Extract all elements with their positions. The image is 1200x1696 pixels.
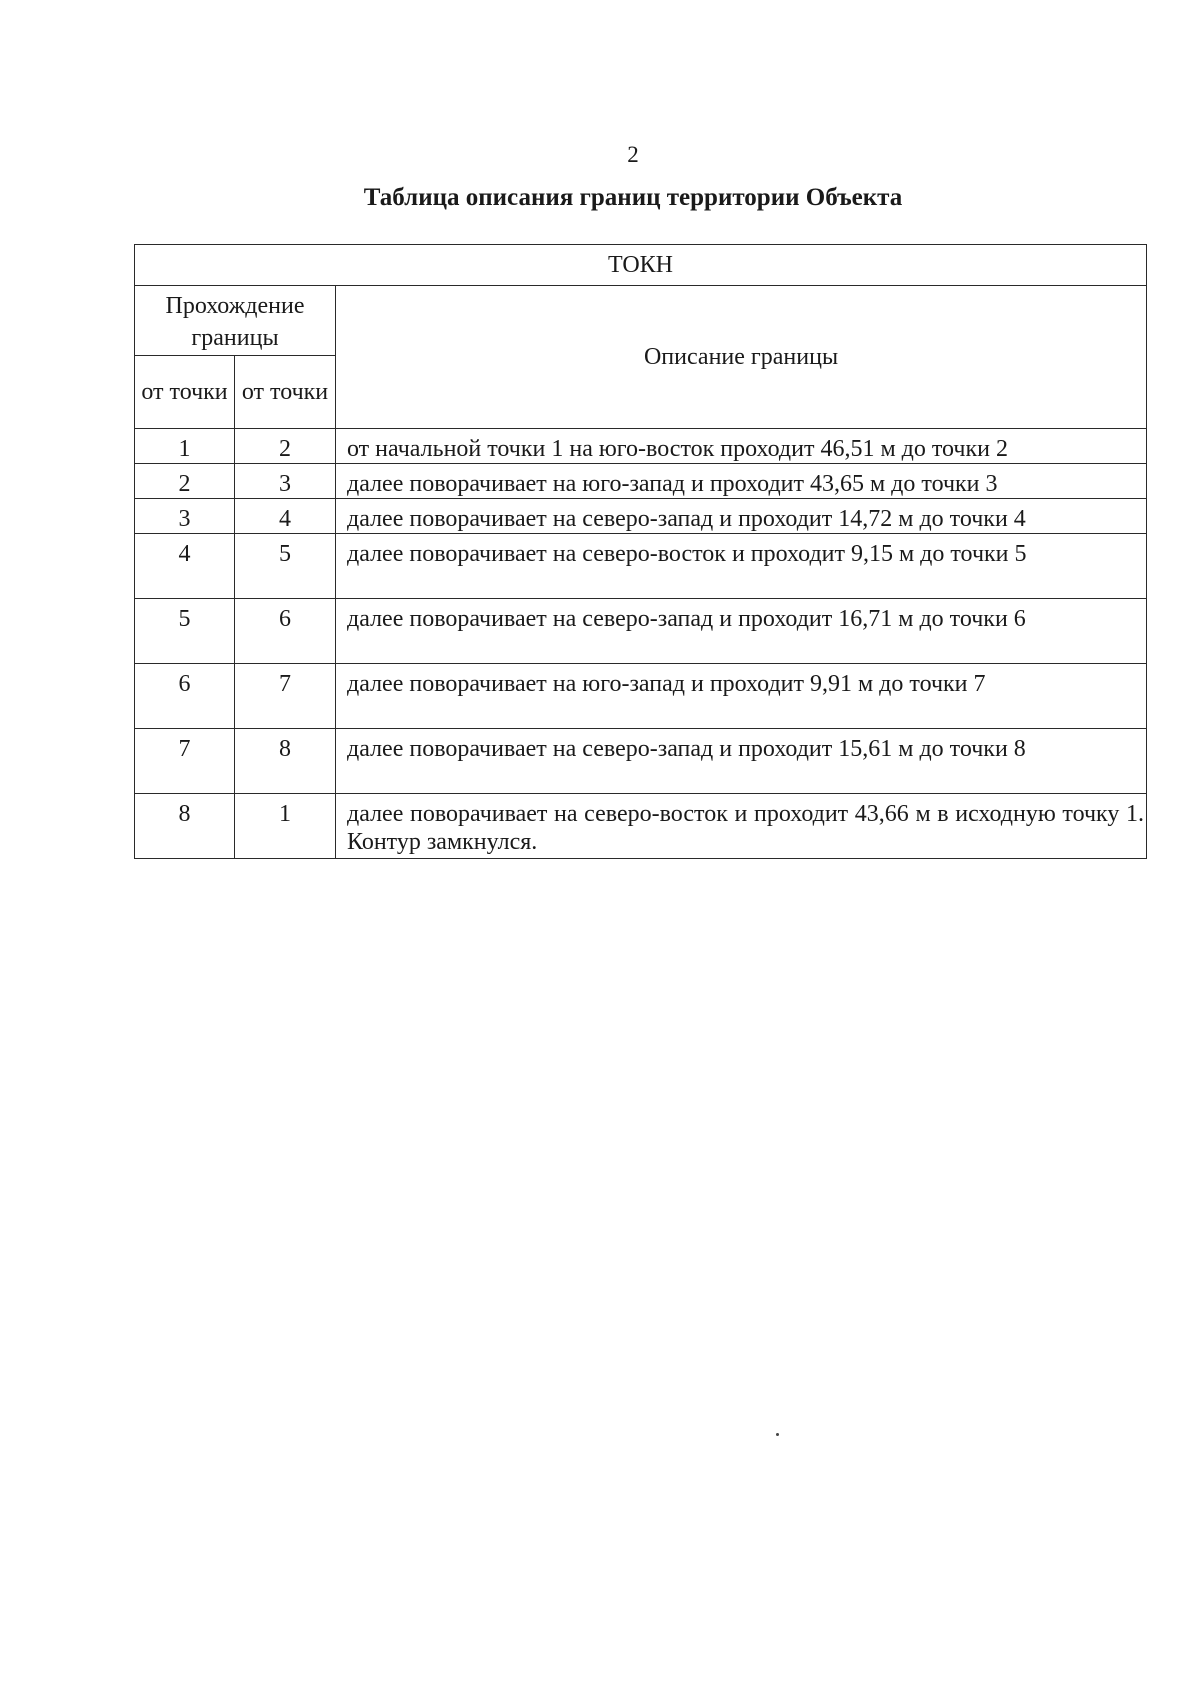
page-number: 2	[627, 142, 639, 167]
from-point: 7	[135, 729, 235, 794]
row-description: далее поворачивает на северо-запад и проходит 14,72 м до точки 4	[336, 499, 1147, 534]
row-description: далее поворачивает на юго-запад и проходит 43,65 м до точки 3	[336, 464, 1147, 499]
table-row	[135, 794, 1147, 859]
from-point: 2	[135, 464, 235, 499]
table-row	[135, 464, 1147, 499]
table-row	[135, 664, 1147, 729]
from-point: 6	[135, 664, 235, 729]
from-point: 1	[135, 429, 235, 464]
to-point: 7	[235, 664, 336, 729]
to-point: 1	[235, 794, 336, 859]
from-point: 4	[135, 534, 235, 599]
table-row	[135, 729, 1147, 794]
to-point: 4	[235, 499, 336, 534]
to-point: 2	[235, 429, 336, 464]
to-point: 6	[235, 599, 336, 664]
table-row	[135, 599, 1147, 664]
to-point: 8	[235, 729, 336, 794]
table-row	[135, 429, 1147, 464]
row-description: от начальной точки 1 на юго-восток проходит 46,51 м до точки 2	[336, 429, 1147, 464]
from-point: 5	[135, 599, 235, 664]
header-passage: Прохождение границы	[135, 286, 336, 356]
scan-speck	[776, 1433, 779, 1436]
table-row	[135, 499, 1147, 534]
to-point: 5	[235, 534, 336, 599]
from-point: 3	[135, 499, 235, 534]
row-description: далее поворачивает на северо-восток и проходит 43,66 м в исходную точку 1. Контур замкнулся.	[336, 794, 1147, 859]
row-description: далее поворачивает на северо-восток и проходит 9,15 м до точки 5	[336, 534, 1147, 599]
from-point: 8	[135, 794, 235, 859]
header-to-point: от точки	[235, 356, 336, 429]
to-point: 3	[235, 464, 336, 499]
row-description: далее поворачивает на северо-запад и проходит 16,71 м до точки 6	[336, 599, 1147, 664]
row-description: далее поворачивает на северо-запад и проходит 15,61 м до точки 8	[336, 729, 1147, 794]
row-description: далее поворачивает на юго-запад и проходит 9,91 м до точки 7	[336, 664, 1147, 729]
header-from-point: от точки	[135, 356, 235, 429]
table-caption: ТОКН	[135, 245, 1147, 286]
document-title: Таблица описания границ территории Объекта	[363, 184, 903, 211]
table-row	[135, 534, 1147, 599]
header-description: Описание границы	[336, 286, 1147, 429]
boundary-table	[134, 244, 1147, 859]
